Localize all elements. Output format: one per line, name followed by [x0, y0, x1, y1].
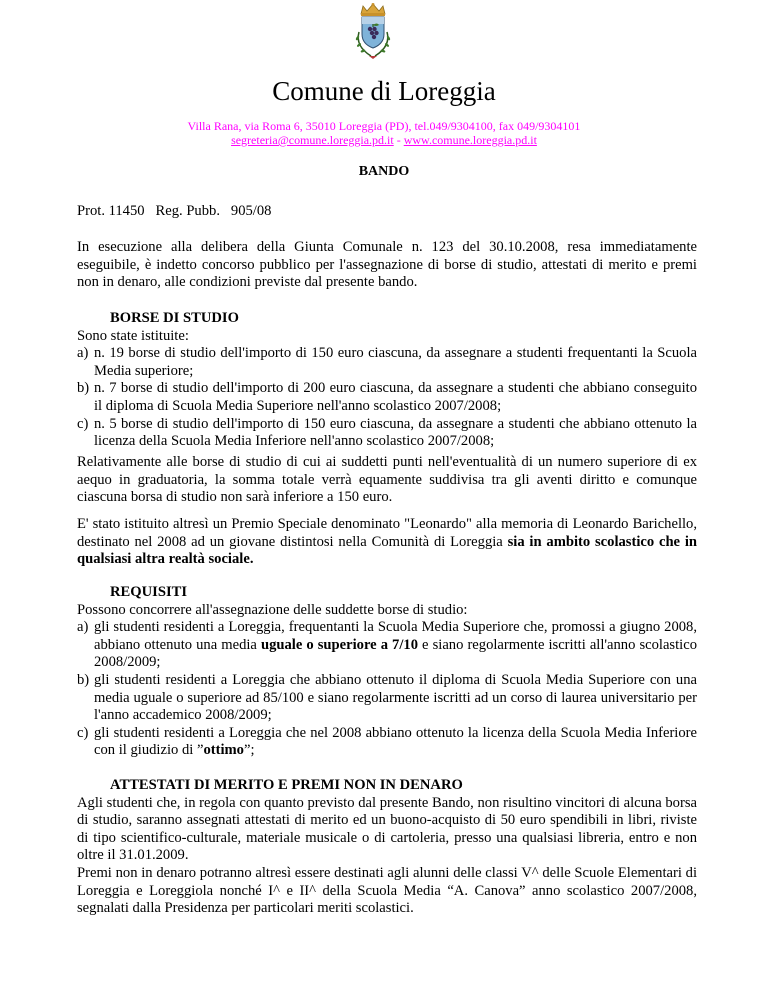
- requisiti-heading: REQUISITI: [110, 584, 188, 600]
- premio-main: E' stato istituito altresì un Premio Speciale denominato "Leonardo" alla memoria di Leonardo Barichello, destinato nel 2008 ad un giovane distintosi nella Comunità di Loreggia: [77, 516, 697, 550]
- relativamente-paragraph: [77, 454, 697, 507]
- borse-lead: Sono state istituite:: [77, 327, 189, 344]
- protocol-text: Prot. 11450 Reg. Pubb. 905/08: [77, 203, 272, 219]
- list-item: [77, 672, 697, 725]
- list-item-text: n. 5 borse di studio dell'importo di 150 euro ciascuna, da assegnare a studenti che abbiano ottenuto la licenza della Scuola Media Inferiore nell'anno scolastico 2007/2008;: [94, 415, 697, 450]
- requisiti-section: [77, 584, 697, 760]
- website-link[interactable]: www.comune.loreggia.pd.it: [403, 133, 537, 147]
- list-item-text: gli studenti residenti a Loreggia che abbiano ottenuto il diploma di Scuola Media Superiore con una media uguale o superiore ad 85/100 e siano regolarmente iscritti ad un corso di laurea universitario per l'anno accademico 2008/2009;: [94, 671, 697, 724]
- requisiti-lead: Possono concorrere all'assegnazione delle suddette borse di studio:: [77, 601, 468, 618]
- contact-links: [0, 133, 768, 148]
- list-marker: a): [77, 345, 89, 362]
- list-item: [77, 725, 697, 760]
- attestati-section: [77, 777, 697, 918]
- page-title: Comune di Loreggia: [272, 76, 496, 106]
- list-item: [77, 380, 697, 415]
- req-a-bold: uguale o superiore a 7/10: [260, 636, 418, 653]
- attestati-heading: ATTESTATI DI MERITO E PREMI NON IN DENARO: [110, 777, 463, 793]
- premio-paragraph: [77, 516, 697, 569]
- municipal-crest-icon: [345, 2, 401, 62]
- list-item-text: n. 19 borse di studio dell'importo di 150 euro ciascuna, da assegnare a studenti frequentanti la Scuola Media superiore;: [94, 345, 697, 379]
- list-item-text: n. 7 borse di studio dell'importo di 200 euro ciascuna, da assegnare a studenti che abbiano conseguito il diploma di Scuola Media Superiore nell'anno scolastico 2007/2008;: [94, 380, 697, 414]
- list-marker: a): [77, 619, 89, 636]
- list-marker: c): [77, 724, 89, 741]
- attestati-p2: Premi non in denaro potranno altresì essere destinati agli alunni delle classi V^ delle Scuole Elementari di Loreggia e Loreggiola nonché I^ e II^ della Scuola Media “A. Canova” anno scolastico 2007/2008, segnalati dalla Presidenza per particolari meriti scolastici.: [77, 864, 697, 917]
- borse-section: [77, 310, 697, 451]
- document-heading: BANDO: [358, 164, 410, 179]
- contact-address: Villa Rana, via Roma 6, 35010 Loreggia (PD), tel.049/9304100, fax 049/9304101: [187, 119, 581, 133]
- req-c-bold: ottimo: [203, 742, 244, 759]
- premio-bold: sia in ambito scolastico che in qualsiasi altra realtà sociale.: [77, 533, 698, 568]
- intro-text: In esecuzione alla delibera della Giunta Comunale n. 123 del 30.10.2008, resa immediatamente eseguibile, è indetto concorso pubblico per l'assegnazione di borse di studio, attestati di merito e premi non in denaro, alle condizioni previste dal presente bando.: [77, 239, 697, 291]
- req-c-pre: gli studenti residenti a Loreggia che nel 2008 abbiano ottenuto la licenza della Scuola Media Inferiore con il giudizio di ”: [94, 724, 697, 759]
- list-item: [77, 416, 697, 451]
- list-marker: b): [77, 671, 90, 688]
- list-item: [77, 345, 697, 380]
- email-link[interactable]: segreteria@comune.loreggia.pd.it: [231, 133, 394, 147]
- list-marker: c): [77, 415, 89, 432]
- list-marker: b): [77, 380, 90, 397]
- list-item: [77, 619, 697, 672]
- attestati-p1: Agli studenti che, in regola con quanto previsto dal presente Bando, non risultino vincitori di alcuna borsa di studio, saranno assegnati attestati di merito ed un buono-acquisto di 50 euro spendibili in libri, riviste di tipo scientifico-culturale, materiale musicale o di cartoleria, presso una qualsiasi libreria, entro e non oltre il 31.01.2009.: [77, 794, 697, 864]
- list-item-text: [94, 619, 697, 672]
- req-a-post: e siano regolarmente iscritti all'anno scolastico 2008/2009;: [94, 636, 697, 671]
- relativamente-text: Relativamente alle borse di studio di cui ai suddetti punti nell'eventualità di un numero superiore di ex aequo in graduatoria, la somma totale verrà equamente suddivisa tra gli aventi diritto e comunque ciascuna borsa di studio non sarà inferiore a 150 euro.: [77, 454, 697, 506]
- list-item-text: [94, 725, 697, 760]
- premio-text: [77, 516, 697, 569]
- contact-separator: -: [393, 133, 404, 147]
- req-c-post: ”;: [243, 742, 255, 759]
- borse-heading: BORSE DI STUDIO: [110, 310, 239, 326]
- req-a-pre: gli studenti residenti a Loreggia, frequentanti la Scuola Media Superiore che, promossi a giugno 2008, abbiano ottenuto una media: [94, 619, 697, 653]
- intro-paragraph: [77, 239, 697, 292]
- protocol-line: [77, 203, 697, 221]
